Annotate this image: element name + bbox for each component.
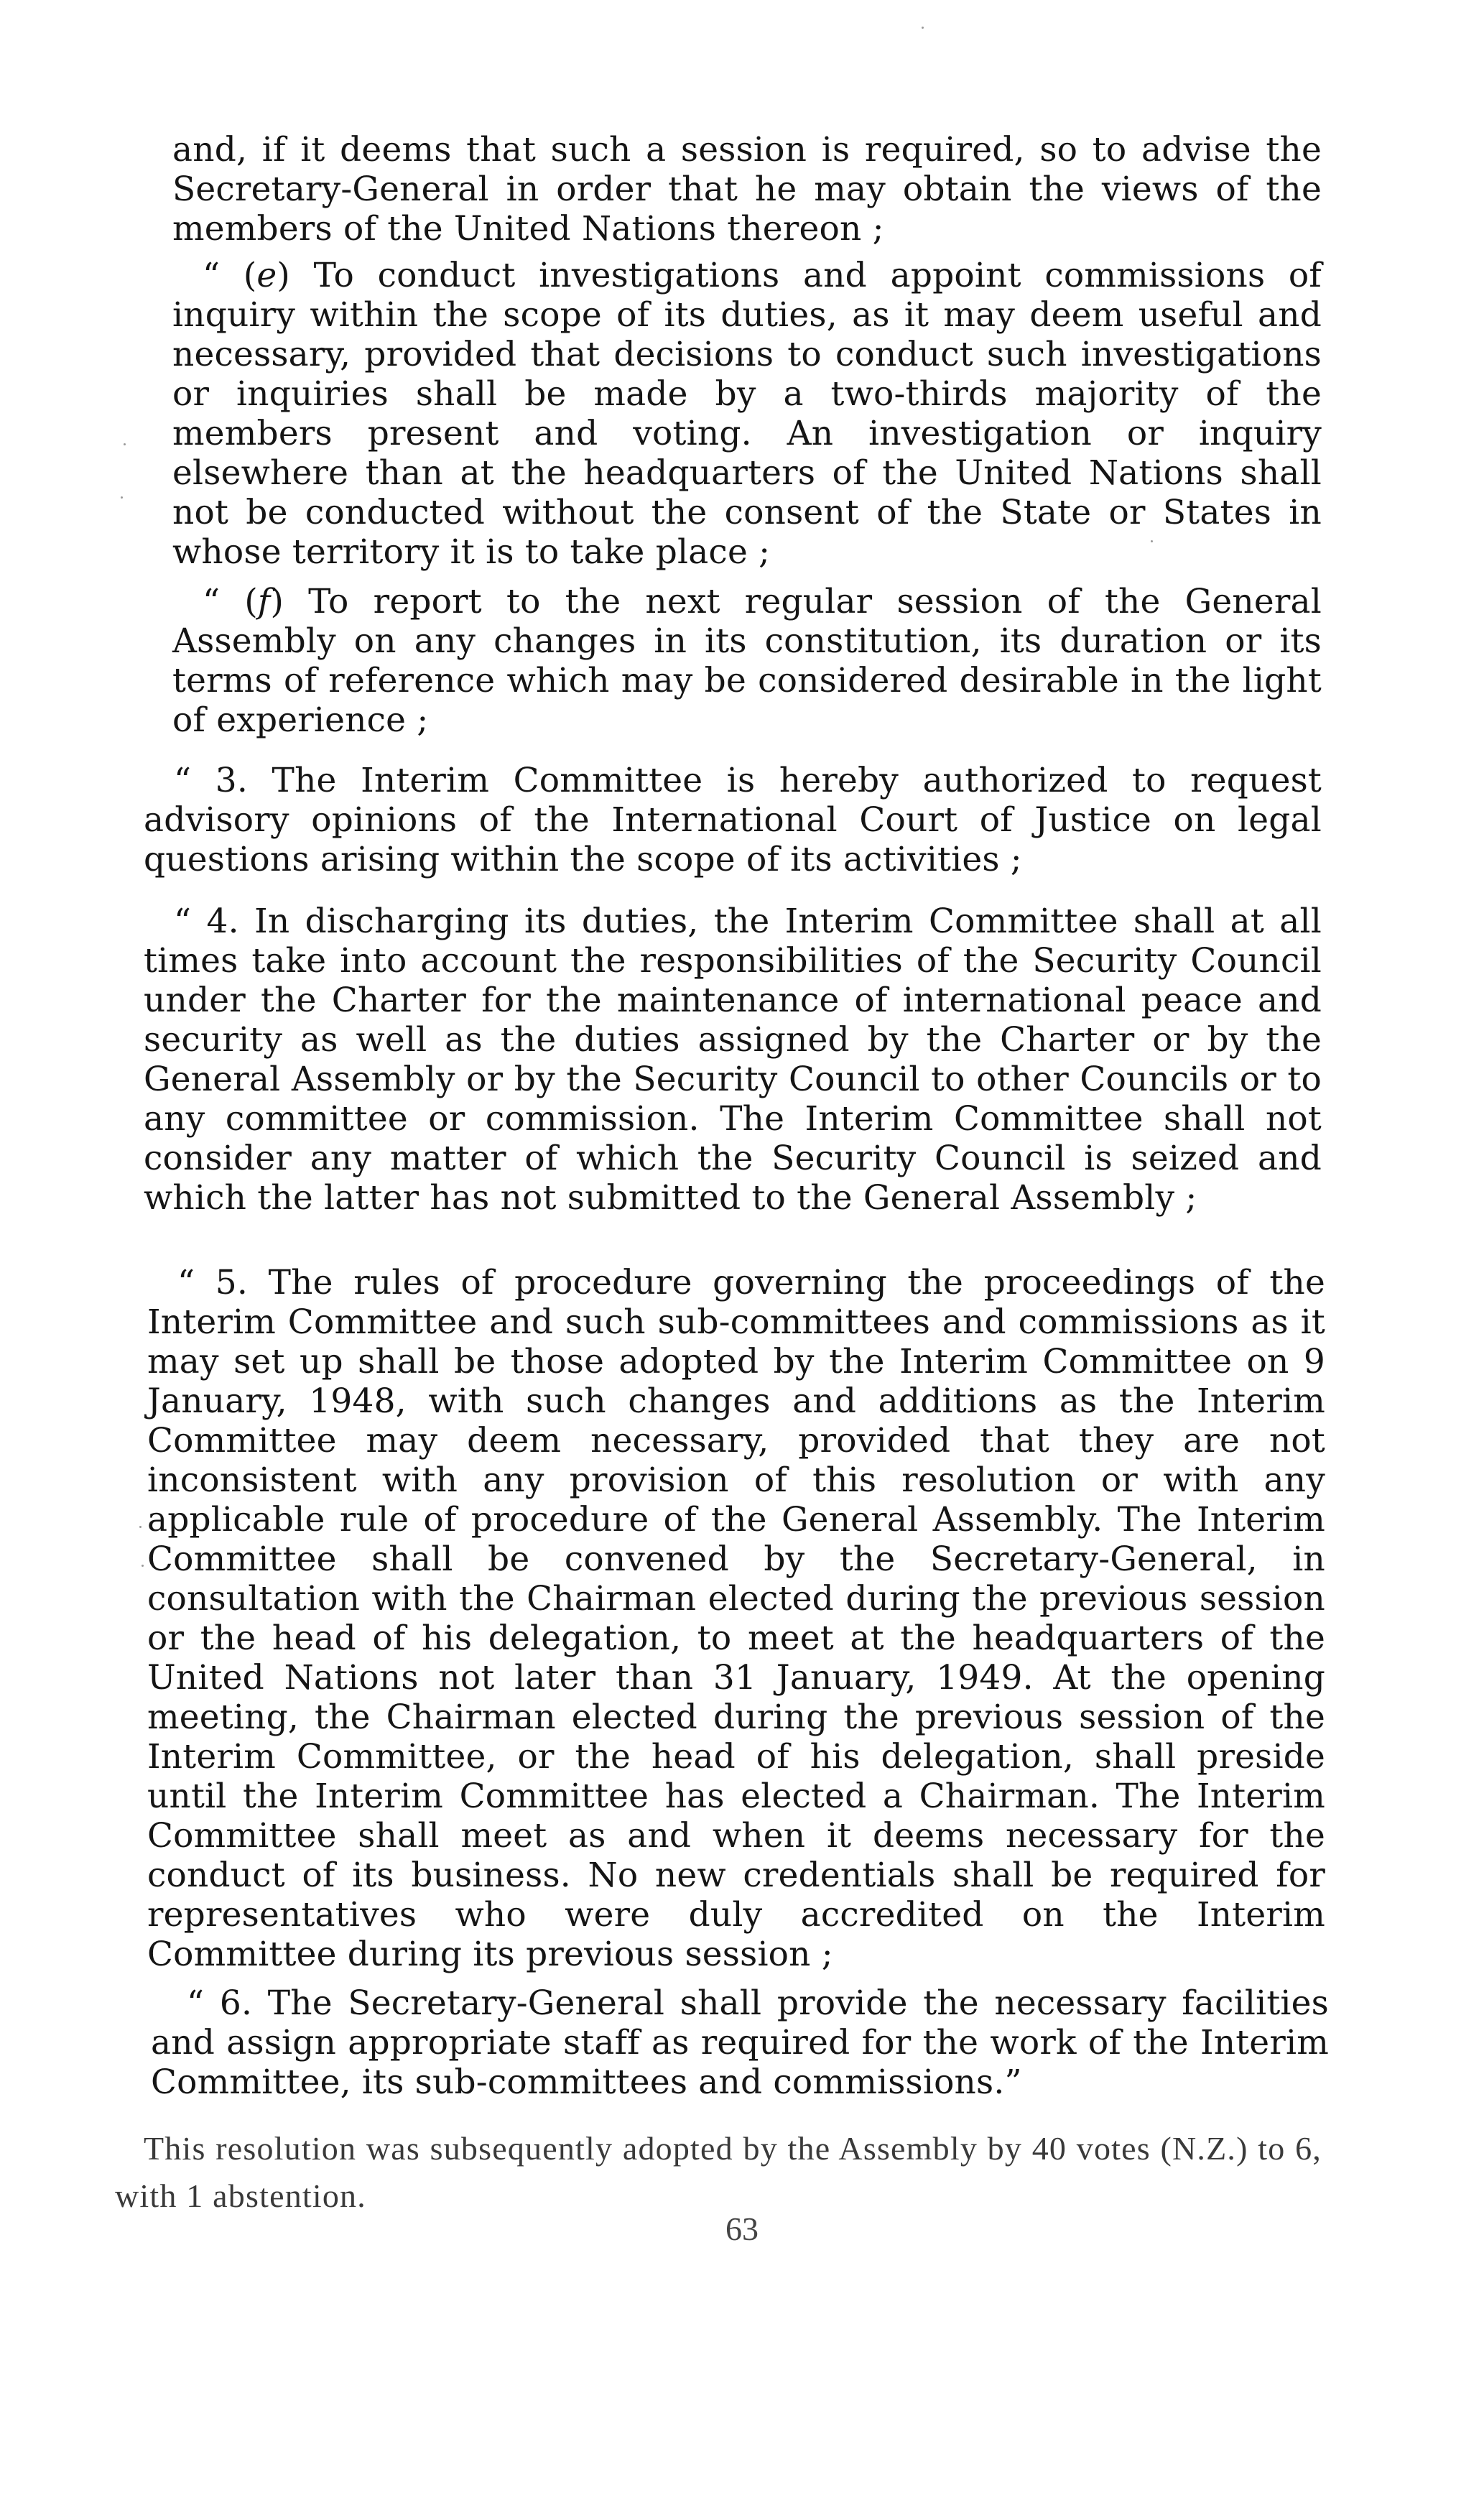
- paragraph-3: “ 3. The Interim Committee is hereby authorized to request advisory opinions of the International Court of Justice on legal questions arising within the scope of its activities ;: [144, 761, 1322, 879]
- page-number: 63: [725, 2210, 759, 2247]
- clause-f-open: “ (: [203, 582, 258, 621]
- clause-f-marker: f: [257, 582, 271, 621]
- scan-speck: [142, 1565, 144, 1567]
- paragraph-5: “ 5. The rules of procedure governing the proceedings of the Interim Committee and such sub-committees and commissions as it may set up shall be those adopted by the Interim Committee on 9 January, 1948, with such changes and additions as the Interim Committee may deem necessary, provided that they are not inconsistent with any provision of this resolution or with any applicable rule of procedure of the General Assembly. The Interim Committee shall be convened by the Secretary-General, in consultation with the Chairman elected during the previous session or the head of his delegation, to meet at the headquarters of the United Nations not later than 31 January, 1949. At the opening meeting, the Chairman elected during the previous session of the Interim Committee, or the head of his delegation, shall preside until the Interim Committee has elected a Chairman. The Interim Committee shall meet as and when it deems necessary for the conduct of its business. No new credentials shall be required for representatives who were duly accredited on the Interim Committee during its previous session ;: [147, 1263, 1325, 1974]
- footnote: This resolution was subsequently adopted by the Assembly by 40 votes (N.Z.) to 6, with 1 abstention.: [115, 2130, 1322, 2214]
- scan-speck: [1151, 540, 1153, 542]
- paragraph-clause-f: [172, 582, 1322, 740]
- paragraph-6: “ 6. The Secretary-General shall provide the necessary facilities and assign appropriate staff as required for the work of the Interim Committee, its sub-committees and commissions.”: [151, 1983, 1329, 2102]
- clause-e-text: To conduct investigations and appoint commissions of inquiry within the scope of its duties, as it may deem useful and necessary, provided that decisions to conduct such investigations or inquiries shall be made by a two-thirds majority of the members present and voting. An investigation or inquiry elsewhere than at the headquarters of the United Nations shall not be conducted without the consent of the State or States in whose territory it is to take place ;: [172, 256, 1322, 572]
- clause-e-marker: e: [256, 256, 277, 295]
- paragraph-clause-e: [172, 256, 1322, 572]
- clause-e-open: “ (: [203, 256, 257, 295]
- scan-speck: [124, 443, 126, 445]
- clause-f-close: ): [270, 582, 284, 621]
- scan-speck: [139, 1526, 142, 1528]
- clause-e-close: ): [277, 256, 290, 295]
- scan-speck: [121, 496, 123, 499]
- clause-f-text: To report to the next regular session of the General Assembly on any changes in its constitution, its duration or its terms of reference which may be considered desirable in the light of experience ;: [172, 582, 1322, 740]
- scan-speck: [922, 27, 924, 29]
- paragraph-4: “ 4. In discharging its duties, the Interim Committee shall at all times take into account the responsibilities of the Security Council under the Charter for the maintenance of international peace and security as well as the duties assigned by the Charter or by the General Assembly or by the Security Council to other Councils or to any committee or commission. The Interim Committee shall not consider any matter of which the Security Council is seized and which the latter has not submitted to the General Assembly ;: [144, 902, 1322, 1218]
- paragraph-continuation: and, if it deems that such a session is required, so to advise the Secretary-General in order that he may obtain the views of the members of the United Nations thereon ;: [172, 130, 1322, 249]
